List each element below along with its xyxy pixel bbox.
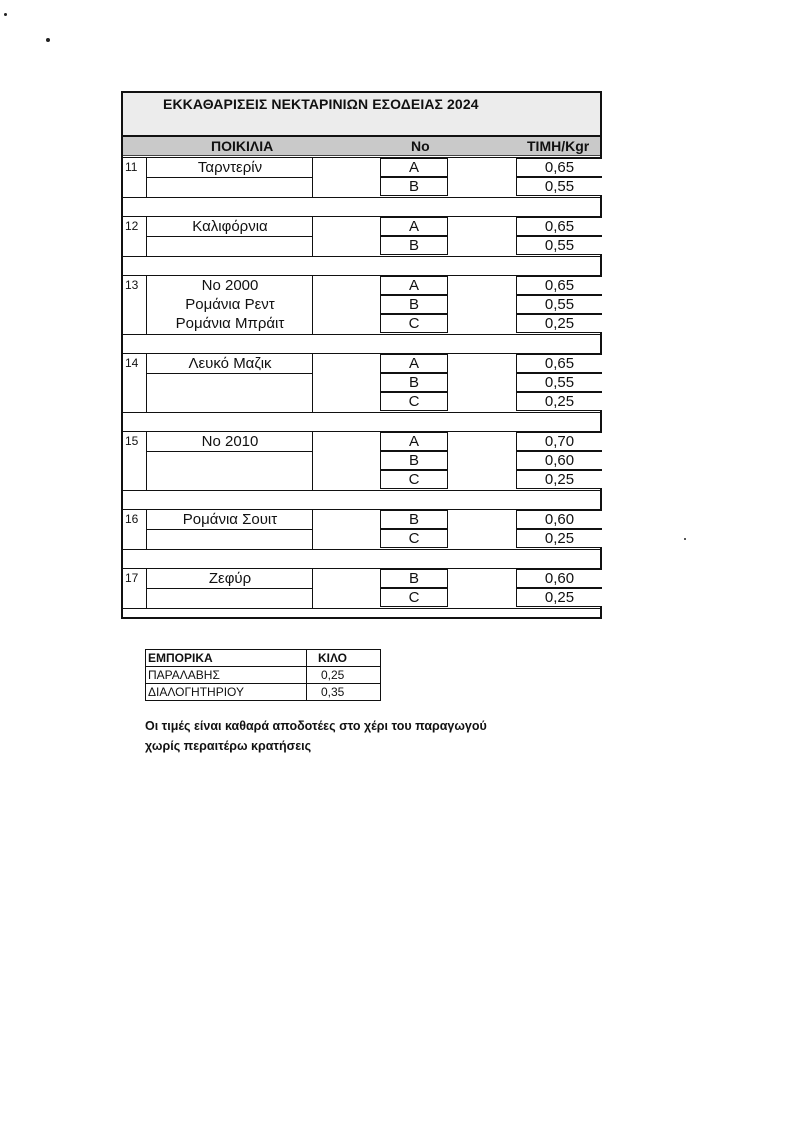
row-number: 15 bbox=[125, 434, 139, 448]
commercial-row-value: 0,35 bbox=[321, 685, 345, 699]
row-number: 12 bbox=[125, 219, 139, 233]
variety-name: Ζεφύρ bbox=[208, 570, 252, 587]
scan-speck bbox=[684, 538, 686, 540]
group-bottom-line bbox=[123, 490, 600, 491]
group-bottom-line bbox=[123, 608, 600, 609]
grade-cell: C bbox=[380, 529, 448, 548]
row-number: 16 bbox=[125, 512, 139, 526]
price-cell: 0,25 bbox=[516, 392, 602, 411]
price-cell: 0,25 bbox=[516, 470, 602, 489]
row-number: 17 bbox=[125, 571, 139, 585]
commercial-row-value: 0,25 bbox=[321, 668, 345, 682]
group-bottom-line bbox=[123, 197, 600, 198]
grade-cell: C bbox=[380, 470, 448, 489]
footnote-line: Οι τιμές είναι καθαρά αποδοτέες στο χέρι του παραγωγού bbox=[145, 719, 487, 733]
grade-cell: B bbox=[380, 373, 448, 392]
price-cell: 0,25 bbox=[516, 314, 602, 333]
settlement-table bbox=[121, 91, 602, 619]
grade-cell: B bbox=[380, 569, 448, 588]
price-cell: 0,60 bbox=[516, 451, 602, 470]
price-cell: 0,60 bbox=[516, 569, 602, 588]
variety-name: Ρομάνια Ρεντ bbox=[185, 296, 275, 313]
grade-cell: C bbox=[380, 314, 448, 333]
commercial-row-label: ΔΙΑΛΟΓΗΤΗΡΙΟΥ bbox=[148, 685, 245, 699]
variety-name: Νο 2010 bbox=[201, 433, 259, 450]
grade-cell: B bbox=[380, 177, 448, 196]
column-divider bbox=[312, 509, 313, 549]
commercial-header-unit: ΚΙΛΟ bbox=[318, 651, 348, 665]
footnote-line: χωρίς περαιτέρω κρατήσεις bbox=[145, 739, 312, 753]
group-bottom-line bbox=[123, 549, 600, 550]
commercial-header-label: ΕΜΠΟΡΙΚΑ bbox=[148, 651, 213, 665]
column-divider bbox=[306, 650, 307, 700]
column-divider bbox=[312, 431, 313, 490]
price-cell: 0,55 bbox=[516, 236, 602, 255]
price-cell: 0,65 bbox=[516, 158, 602, 177]
page-title: ΕΚΚΑΘΑΡΙΣΕΙΣ ΝΕΚΤΑΡΙΝΙΩΝ ΕΣΟΔΕΙΑΣ 2024 bbox=[163, 96, 479, 112]
grade-cell: B bbox=[380, 510, 448, 529]
column-divider bbox=[312, 157, 313, 197]
price-cell: 0,65 bbox=[516, 354, 602, 373]
row-number: 14 bbox=[125, 356, 139, 370]
grade-cell: A bbox=[380, 276, 448, 295]
header-grade: No bbox=[411, 138, 430, 154]
scan-speck bbox=[46, 38, 50, 42]
variety-name: Καλιφόρνια bbox=[192, 218, 268, 235]
price-cell: 0,55 bbox=[516, 295, 602, 314]
row-number: 11 bbox=[125, 160, 138, 174]
grade-cell: B bbox=[380, 295, 448, 314]
price-cell: 0,55 bbox=[516, 373, 602, 392]
header-price: ΤΙΜΗ/Kgr bbox=[527, 138, 590, 154]
commercial-row-label: ΠΑΡΑΛΑΒΗΣ bbox=[148, 668, 220, 682]
grade-cell: C bbox=[380, 588, 448, 607]
grade-cell: B bbox=[380, 236, 448, 255]
row-number: 13 bbox=[125, 278, 139, 292]
price-cell: 0,65 bbox=[516, 217, 602, 236]
price-cell: 0,55 bbox=[516, 177, 602, 196]
price-cell: 0,70 bbox=[516, 432, 602, 451]
title-box bbox=[123, 93, 600, 137]
grade-cell: A bbox=[380, 217, 448, 236]
price-cell: 0,25 bbox=[516, 529, 602, 548]
column-divider bbox=[146, 431, 147, 490]
table-header bbox=[123, 137, 600, 156]
group-bottom-line bbox=[123, 412, 600, 413]
variety-name: Ρομάνια Σουιτ bbox=[182, 511, 278, 528]
scan-speck bbox=[4, 13, 7, 16]
variety-name: Νο 2000 bbox=[201, 277, 259, 294]
grade-cell: C bbox=[380, 392, 448, 411]
grade-cell: A bbox=[380, 158, 448, 177]
variety-name: Λευκό Μαζικ bbox=[188, 355, 272, 372]
column-divider bbox=[312, 353, 313, 412]
header-variety: ΠΟΙΚΙΛΙΑ bbox=[211, 138, 274, 154]
column-divider bbox=[312, 216, 313, 256]
commercial-table bbox=[145, 649, 381, 701]
variety-name: Ρομάνια Μπράιτ bbox=[175, 315, 285, 332]
column-divider bbox=[312, 275, 313, 334]
price-cell: 0,25 bbox=[516, 588, 602, 607]
price-cell: 0,65 bbox=[516, 276, 602, 295]
footnote bbox=[145, 716, 565, 756]
grade-cell: B bbox=[380, 451, 448, 470]
column-divider bbox=[312, 568, 313, 608]
variety-name: Ταρντερίν bbox=[197, 159, 263, 176]
column-divider bbox=[146, 353, 147, 412]
group-bottom-line bbox=[123, 334, 600, 335]
grade-cell: A bbox=[380, 354, 448, 373]
column-divider bbox=[146, 275, 147, 334]
price-cell: 0,60 bbox=[516, 510, 602, 529]
grade-cell: A bbox=[380, 432, 448, 451]
group-bottom-line bbox=[123, 256, 600, 257]
